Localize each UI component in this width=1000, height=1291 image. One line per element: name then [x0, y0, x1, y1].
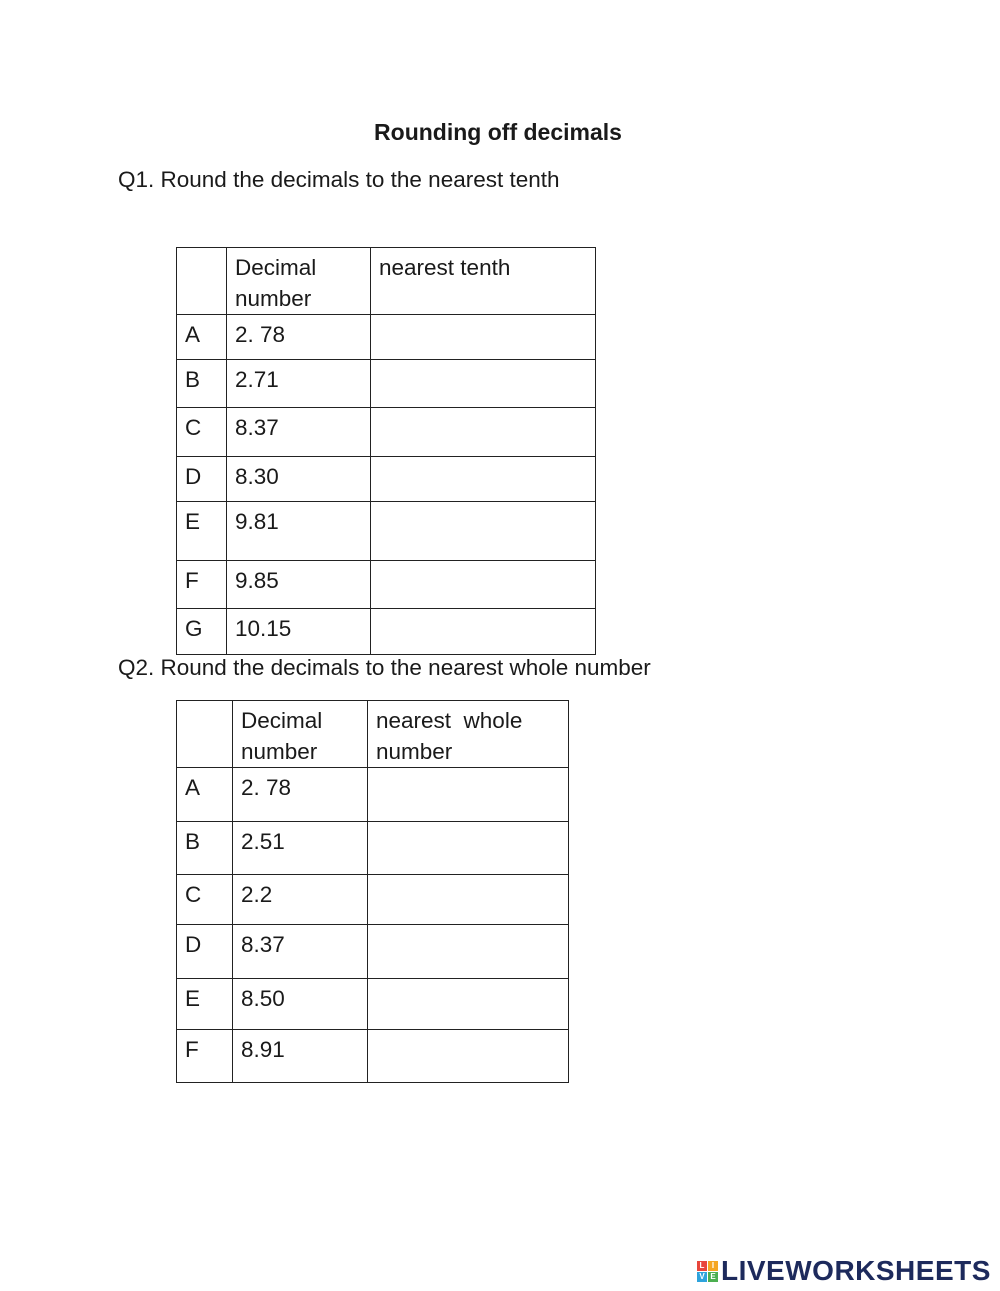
table-row	[177, 561, 596, 609]
answer-cell[interactable]	[371, 360, 596, 408]
table-row	[177, 979, 569, 1030]
answer-cell[interactable]	[368, 875, 569, 925]
table-row	[177, 315, 596, 360]
table-row	[177, 1030, 569, 1083]
row-label: F	[177, 561, 227, 609]
question-2-prompt: Q2. Round the decimals to the nearest whole number	[118, 655, 651, 680]
logo-block-l: L	[697, 1261, 707, 1271]
answer-cell[interactable]	[371, 457, 596, 502]
decimal-value: 2.2	[233, 875, 368, 925]
question-2-table	[176, 700, 569, 1083]
answer-cell[interactable]	[368, 1030, 569, 1083]
logo-block-v: V	[697, 1272, 707, 1282]
row-label: B	[177, 822, 233, 875]
answer-cell[interactable]	[368, 768, 569, 822]
question-1-prompt: Q1. Round the decimals to the nearest tenth	[118, 167, 560, 192]
answer-cell[interactable]	[371, 408, 596, 457]
table-row	[177, 502, 596, 561]
header-cell-decimal-number: Decimal number	[227, 248, 371, 315]
table-header-row	[177, 248, 596, 315]
logo-block-e: E	[708, 1272, 718, 1282]
page-title	[0, 119, 1000, 146]
row-label: G	[177, 609, 227, 655]
row-label: B	[177, 360, 227, 408]
table-row	[177, 408, 596, 457]
decimal-value: 10.15	[227, 609, 371, 655]
header-cell-decimal-number: Decimal number	[233, 701, 368, 768]
row-label: C	[177, 408, 227, 457]
page-title-text: Rounding off decimals	[374, 119, 622, 145]
row-label: E	[177, 979, 233, 1030]
decimal-value: 2. 78	[227, 315, 371, 360]
table-row	[177, 457, 596, 502]
question-1-table	[176, 247, 596, 655]
logo-block-i: I	[708, 1261, 718, 1271]
row-label: F	[177, 1030, 233, 1083]
logo-blocks-icon	[697, 1261, 718, 1282]
decimal-value: 2.51	[233, 822, 368, 875]
answer-cell[interactable]	[368, 979, 569, 1030]
decimal-value: 8.30	[227, 457, 371, 502]
answer-cell[interactable]	[371, 502, 596, 561]
decimal-value: 8.50	[233, 979, 368, 1030]
table-row	[177, 609, 596, 655]
decimal-value: 9.81	[227, 502, 371, 561]
row-label: A	[177, 768, 233, 822]
row-label: A	[177, 315, 227, 360]
decimal-value: 2.71	[227, 360, 371, 408]
header-cell-blank	[177, 248, 227, 315]
table-row	[177, 875, 569, 925]
header-cell-blank	[177, 701, 233, 768]
liveworksheets-logo	[697, 1255, 991, 1287]
answer-cell[interactable]	[368, 925, 569, 979]
row-label: E	[177, 502, 227, 561]
decimal-value: 8.37	[233, 925, 368, 979]
answer-cell[interactable]	[368, 822, 569, 875]
table-header-row	[177, 701, 569, 768]
row-label: D	[177, 457, 227, 502]
decimal-value: 2. 78	[233, 768, 368, 822]
header-cell-nearest-tenth: nearest tenth	[371, 248, 596, 315]
logo-text: LIVEWORKSHEETS	[721, 1255, 991, 1286]
decimal-value: 8.37	[227, 408, 371, 457]
decimal-value: 9.85	[227, 561, 371, 609]
table-row	[177, 768, 569, 822]
row-label: D	[177, 925, 233, 979]
table-row	[177, 925, 569, 979]
row-label: C	[177, 875, 233, 925]
table-row	[177, 822, 569, 875]
answer-cell[interactable]	[371, 561, 596, 609]
answer-cell[interactable]	[371, 315, 596, 360]
answer-cell[interactable]	[371, 609, 596, 655]
header-cell-nearest-whole-number: nearest whole number	[368, 701, 569, 768]
table-row	[177, 360, 596, 408]
decimal-value: 8.91	[233, 1030, 368, 1083]
